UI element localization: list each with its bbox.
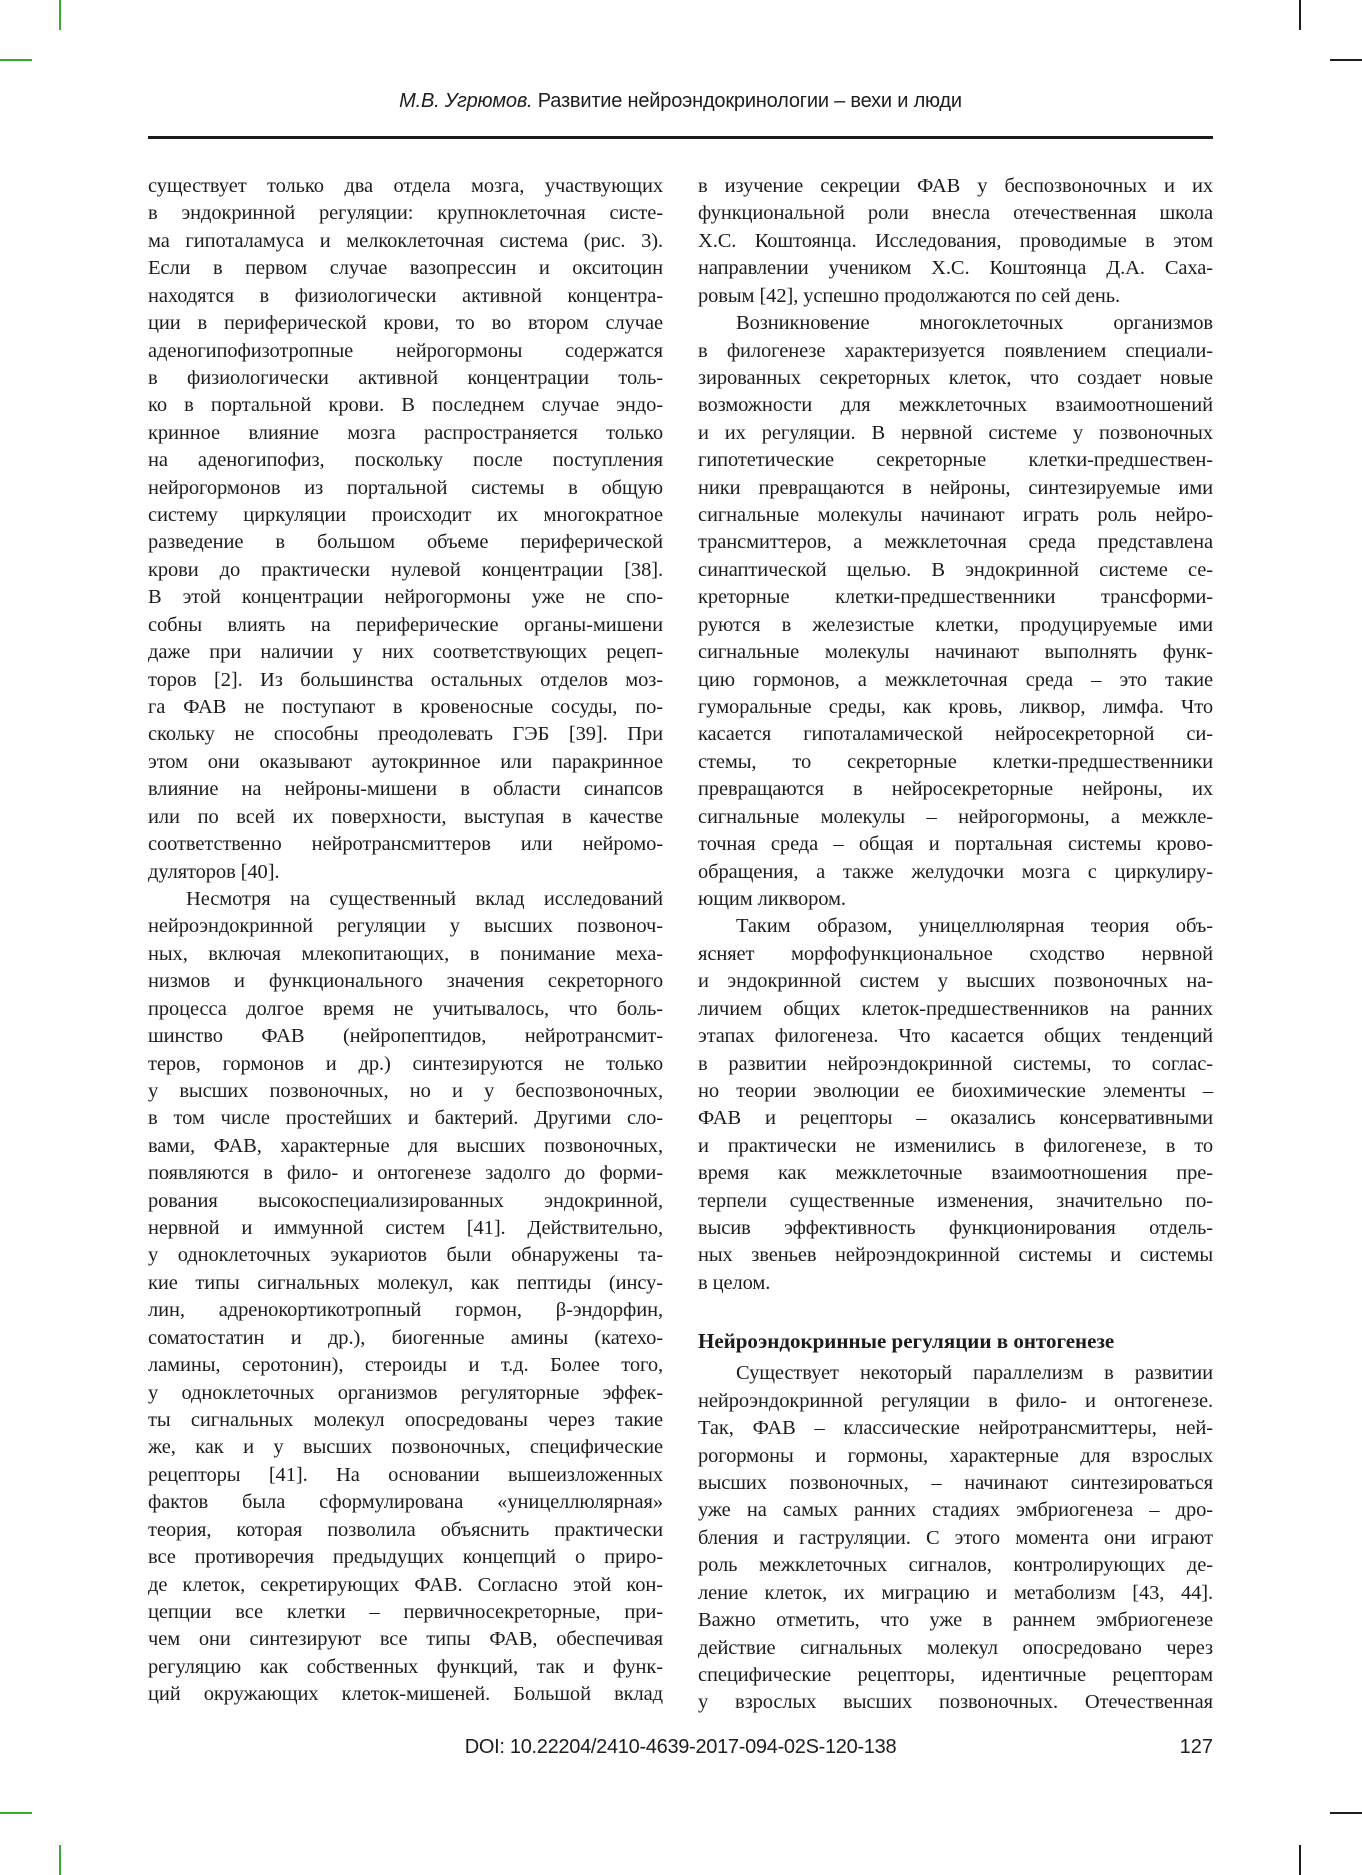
text-line: у взрослых высших позвоночных. Отечественная — [698, 1691, 1213, 1714]
text-line: у одноклеточных организмов регуляторные эффек- — [148, 1381, 663, 1404]
text-line: торов [2]. Из большинства остальных отделов моз- — [148, 668, 663, 691]
text-line: в эндокринной регуляции: крупноклеточная систе- — [148, 202, 663, 225]
page-number: 127 — [1179, 1736, 1213, 1758]
text-line: креторные клетки-предшественники трансформи- — [698, 586, 1213, 609]
text-line: на аденогипофиз, поскольку после поступления — [148, 449, 663, 472]
text-line: дуляторов [40]. — [148, 860, 280, 883]
text-line: нервной и иммунной систем [41]. Действительно, — [148, 1217, 663, 1240]
text-line: время как межклеточные взаимоотношения пре- — [698, 1162, 1213, 1185]
text-line: направлении учеником Х.С. Коштоянца Д.А. Саха- — [698, 257, 1213, 280]
text-line: га ФАВ не поступают в кровеносные сосуды, по- — [148, 696, 663, 719]
text-line: Важно отметить, что уже в раннем эмбриогенезе — [698, 1609, 1213, 1632]
text-line: действие сигнальных молекул опосредовано через — [698, 1636, 1213, 1659]
text-line: Несмотря на существенный вклад исследований — [186, 887, 663, 910]
doi-text: DOI: 10.22204/2410-4639-2017-094-02S-120-138 — [464, 1736, 897, 1758]
text-line: в филогенезе характеризуется появлением специали- — [698, 339, 1213, 362]
text-line: соответственно нейротрансмиттеров или нейромо- — [148, 833, 663, 856]
text-line: собны влиять на периферические органы-мишени — [148, 613, 663, 636]
text-line: регуляцию как собственных функций, так и функ- — [148, 1655, 663, 1678]
text-line: скольку не способны преодолевать ГЭБ [39]. При — [148, 723, 663, 746]
text-line: ламины, серотонин), стероиды и т.д. Более того, — [148, 1354, 663, 1377]
text-line: нейроэндокринной регуляции у высших позвоноч- — [148, 915, 663, 938]
text-line: функциональной роли внесла отечественная школа — [698, 202, 1213, 225]
text-line: гипотетические секреторные клетки-предшествен- — [698, 449, 1213, 472]
text-line: разведение в большом объеме периферической — [148, 531, 663, 554]
text-line: де клеток, секретирующих ФАВ. Согласно этой кон- — [148, 1573, 663, 1596]
text-line: ции в периферической крови, то во втором случае — [148, 312, 663, 335]
text-line: сигнальные молекулы – нейрогормоны, а межкле- — [698, 805, 1213, 828]
text-line: ма гипоталамуса и мелкоклеточная система (рис. 3). — [148, 229, 663, 252]
text-line: кринное влияние мозга распространяется только — [148, 421, 663, 444]
paragraph — [698, 913, 1213, 1297]
text-line: превращаются в нейросекреторные нейроны, их — [698, 778, 1213, 801]
text-line: ники превращаются в нейроны, синтезируемые ими — [698, 476, 1213, 499]
text-line: нейрогормонов из портальной системы в общую — [148, 476, 663, 499]
text-line: ровым [42], успешно продолжаются по сей день. — [698, 284, 1121, 307]
text-line: ты сигнальных молекул опосредованы через такие — [148, 1408, 663, 1431]
text-line: в том числе простейших и бактерий. Другими сло- — [148, 1107, 663, 1130]
text-line: все противоречия предыдущих концепций о приро- — [148, 1546, 663, 1569]
text-line: сигнальные молекулы начинают выполнять функ- — [698, 641, 1213, 664]
text-line: синаптической щелью. В эндокринной системе се- — [698, 558, 1213, 581]
running-header — [148, 90, 1213, 113]
text-line: цию гормонов, а межклеточная среда – это такие — [698, 668, 1213, 691]
text-line: обращения, а также желудочки мозга с циркулиру- — [698, 860, 1213, 883]
text-line: рогормоны и гормоны, характерные для взрослых — [698, 1444, 1213, 1467]
text-line: или по всей их поверхности, выступая в качестве — [148, 805, 663, 828]
right-column — [698, 173, 1213, 1717]
text-line: этапах филогенеза. Что касается общих тенденций — [698, 1025, 1213, 1048]
text-line: личием общих клеток-предшественников на ранних — [698, 997, 1213, 1020]
text-line: шинство ФАВ (нейропептидов, нейротрансмит- — [148, 1025, 663, 1048]
text-line: ясняет морфофункциональное сходство нервной — [698, 942, 1213, 965]
text-line: в изучение секреции ФАВ у беспозвоночных и их — [698, 175, 1213, 197]
crop-mark-top-right-vertical — [1299, 0, 1301, 30]
text-line: теория, которая позволила объяснить практически — [148, 1518, 663, 1541]
text-line: нейроэндокринной регуляции в фило- и онтогенезе. — [698, 1389, 1213, 1412]
text-line: вами, ФАВ, характерные для высших позвоночных, — [148, 1134, 663, 1157]
text-line: соматостатин и др.), биогенные амины (катехо- — [148, 1326, 663, 1349]
crop-mark-bottom-right-vertical — [1299, 1845, 1301, 1875]
text-line: фактов была сформулирована «уницеллюлярная» — [148, 1491, 663, 1514]
text-line: Если в первом случае вазопрессин и окситоцин — [148, 257, 663, 280]
text-line: ных звеньев нейроэндокринной системы и системы — [698, 1244, 1213, 1267]
section-heading: Нейроэндокринные регуляции в онтогенезе — [698, 1329, 1115, 1354]
text-line: Таким образом, уницеллюлярная теория объ- — [736, 915, 1213, 938]
text-line: но теории эволюции ее биохимические элементы – — [698, 1079, 1213, 1102]
text-line: высших позвоночных, – начинают синтезироваться — [698, 1471, 1213, 1494]
crop-mark-bottom-left-horizontal — [0, 1812, 32, 1814]
paragraph — [698, 173, 1213, 310]
text-line: систему циркуляции происходит их многократное — [148, 504, 663, 527]
text-line: ных, включая млекопитающих, в понимание меха- — [148, 942, 663, 965]
text-line: находятся в физиологически активной концентра- — [148, 284, 663, 307]
text-line: Так, ФАВ – классические нейротрансмиттеры, ней- — [698, 1417, 1213, 1440]
crop-mark-top-left-horizontal — [0, 59, 32, 61]
text-line: ко в портальной крови. В последнем случае эндо- — [148, 394, 663, 417]
running-header-author: М.В. Угрюмов. — [399, 90, 533, 112]
text-line: Х.С. Коштоянца. Исследования, проводимые в этом — [698, 229, 1213, 252]
text-line: специфические рецепторы, идентичные рецепторам — [698, 1663, 1213, 1686]
text-line: даже при наличии у них соответствующих рецеп- — [148, 641, 663, 664]
text-line: рования высокоспециализированных эндокринной, — [148, 1189, 663, 1212]
text-line: цепции все клетки – первичносекреторные, при- — [148, 1600, 663, 1623]
text-line: существует только два отдела мозга, участвующих — [148, 175, 663, 197]
text-line: у высших позвоночных, но и у беспозвоночных, — [148, 1079, 663, 1102]
text-line: бления и гаструляции. С этого момента они играют — [698, 1526, 1213, 1549]
text-line: чем они синтезируют все типы ФАВ, обеспечивая — [148, 1628, 663, 1651]
text-line: возможности для межклеточных взаимоотношений — [698, 394, 1213, 417]
text-line: ФАВ и рецепторы – оказались консервативными — [698, 1107, 1213, 1130]
text-line: же, как и у высших позвоночных, специфические — [148, 1436, 663, 1459]
text-line: влияние на нейроны-мишени в области синапсов — [148, 778, 663, 801]
text-line: касается гипоталамической нейросекреторной си- — [698, 723, 1213, 746]
text-line: появляются в фило- и онтогенезе задолго до форми- — [148, 1162, 663, 1185]
paragraph — [148, 173, 663, 886]
left-column — [148, 173, 663, 1717]
paragraph — [698, 1360, 1213, 1716]
crop-mark-top-right-horizontal — [1330, 59, 1362, 61]
text-line: В этой концентрации нейрогормоны уже не спо- — [148, 586, 663, 609]
text-line: рецепторы [41]. На основании вышеизложенных — [148, 1463, 663, 1486]
text-line: ций окружающих клеток-мишеней. Большой вклад — [148, 1683, 663, 1706]
text-line: роль межклеточных сигналов, контролирующих де- — [698, 1554, 1213, 1577]
text-line: процесса долгое время не учитывалось, что боль- — [148, 997, 663, 1020]
paragraph — [148, 886, 663, 1709]
text-line: руются в железистые клетки, продуцируемые ими — [698, 613, 1213, 636]
text-line: точная среда – общая и портальная системы крово- — [698, 833, 1213, 856]
text-line: зированных секреторных клеток, что создает новые — [698, 366, 1213, 389]
text-line: уже на самых ранних стадиях эмбриогенеза – дро- — [698, 1499, 1213, 1522]
crop-mark-bottom-right-horizontal — [1330, 1812, 1362, 1814]
text-line: ление клеток, их миграцию и метаболизм [43, 44]. — [698, 1581, 1213, 1604]
text-line: стемы, то секреторные клетки-предшественники — [698, 750, 1213, 773]
text-columns — [148, 173, 1213, 1717]
text-line: в целом. — [698, 1271, 771, 1294]
text-line: в физиологически активной концентрации толь- — [148, 366, 663, 389]
text-line: у одноклеточных эукариотов были обнаружены та- — [148, 1244, 663, 1267]
text-line: гуморальные среды, как кровь, ликвор, лимфа. Что — [698, 696, 1213, 719]
text-line: в развитии нейроэндокринной системы, то соглас- — [698, 1052, 1213, 1075]
text-line: терпели существенные изменения, значительно по- — [698, 1189, 1213, 1212]
crop-mark-top-left-vertical — [59, 0, 61, 30]
text-line: сигнальные молекулы начинают играть роль нейро- — [698, 504, 1213, 527]
crop-mark-bottom-left-vertical — [59, 1845, 61, 1875]
paragraph — [698, 310, 1213, 913]
text-line: Возникновение многоклеточных организмов — [736, 312, 1213, 335]
text-line: трансмиттеров, а межклеточная среда представлена — [698, 531, 1213, 554]
text-line: теров, гормонов и др.) синтезируются не только — [148, 1052, 663, 1075]
text-line: этом они оказывают аутокринное или паракринное — [148, 750, 663, 773]
text-line: кие типы сигнальных молекул, как пептиды (инсу- — [148, 1271, 663, 1294]
text-line: высив эффективность функционирования отдель- — [698, 1217, 1213, 1240]
text-line: и практически не изменились в филогенезе, в то — [698, 1134, 1213, 1157]
text-line: аденогипофизотропные нейрогормоны содержатся — [148, 339, 663, 362]
text-line: ющим ликвором. — [698, 887, 846, 910]
text-line: Существует некоторый параллелизм в развитии — [736, 1362, 1213, 1385]
text-line: и их регуляции. В нервной системе у позвоночных — [698, 421, 1213, 444]
text-line: низмов и функционального значения секреторного — [148, 970, 663, 993]
text-line: и эндокринной систем у высших позвоночных на- — [698, 970, 1213, 993]
running-header-title: Развитие нейроэндокринологии – вехи и люди — [532, 90, 962, 112]
header-rule — [148, 136, 1213, 139]
text-line: лин, адренокортикотропный гормон, β-эндорфин, — [148, 1299, 663, 1322]
text-line: крови до практически нулевой концентрации [38]. — [148, 558, 663, 581]
